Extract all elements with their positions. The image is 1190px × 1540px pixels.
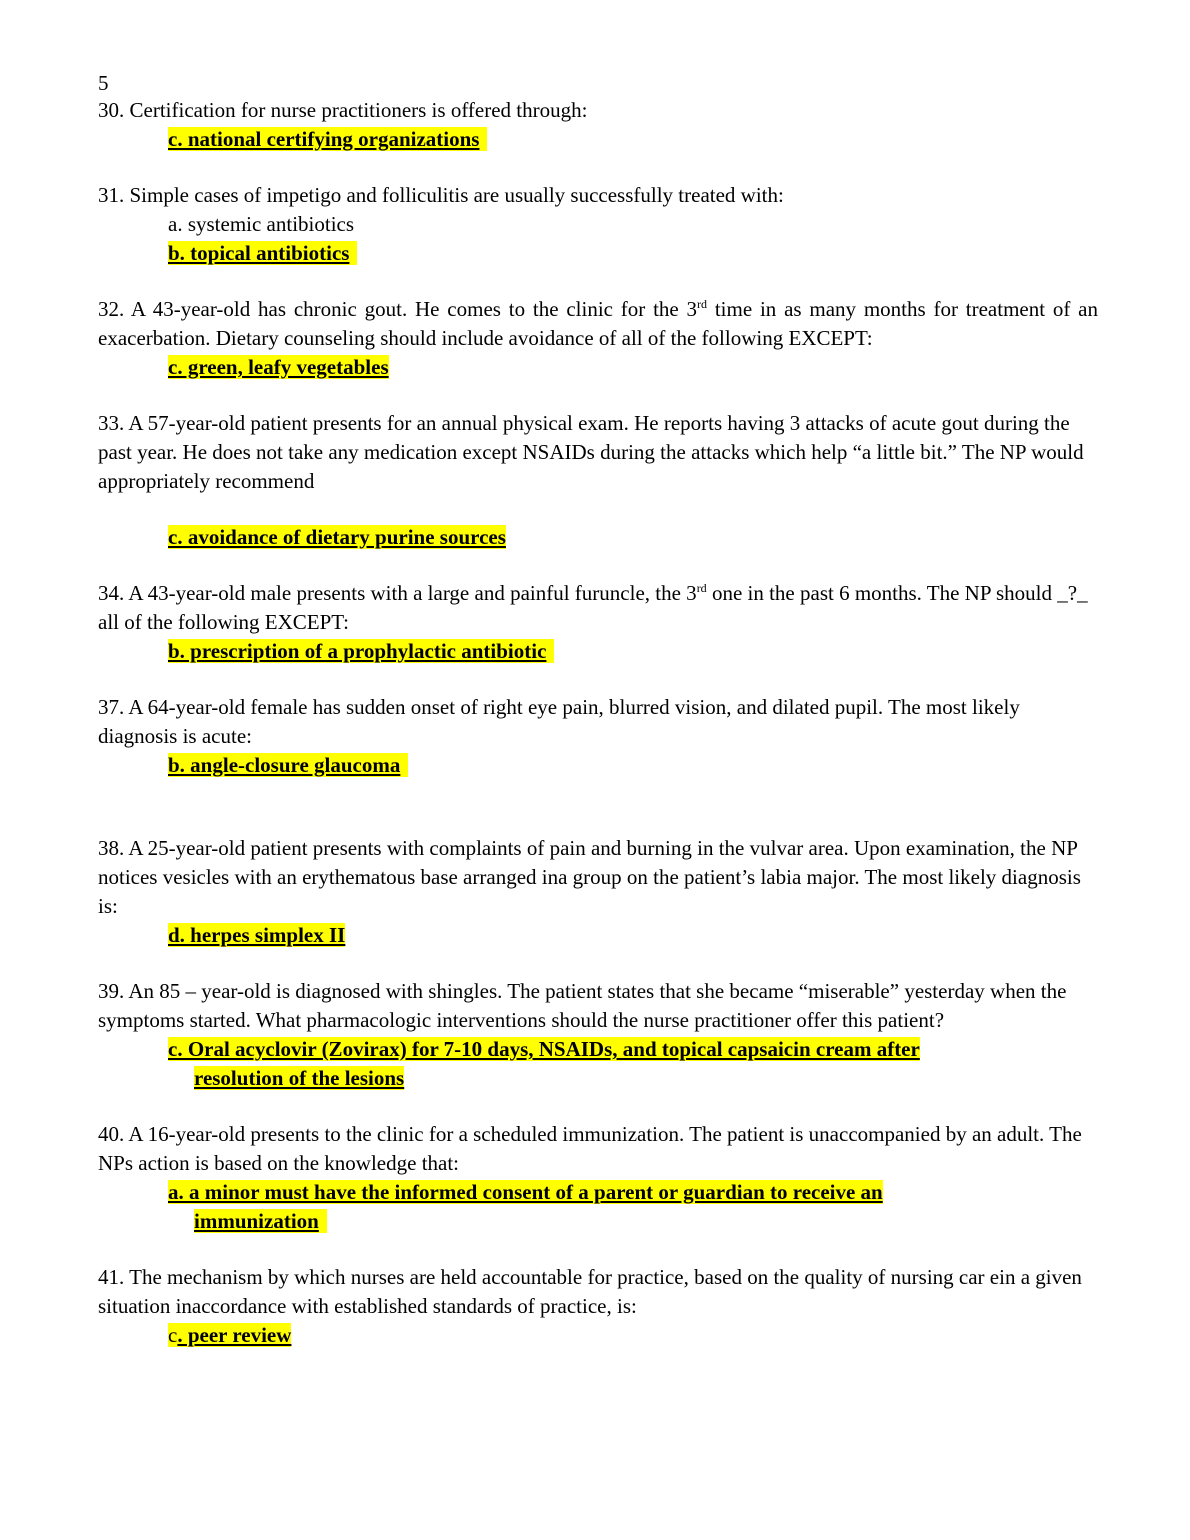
question-39-stem: 39. An 85 – year-old is diagnosed with shingles. The patient states that she became “miserable” yesterday when the symptoms started. What pharmacologic interventions should the nurse practitioner offer this patient?: [98, 979, 1067, 1032]
question-31-option-a: a. systemic antibiotics: [168, 212, 355, 236]
document-page: [98, 70, 1098, 1350]
question-37-answer: b. angle-closure glaucoma: [168, 751, 1098, 780]
question-40-stem: 40. A 16-year-old presents to the clinic for a scheduled immunization. The patient is unaccompanied by an adult. The NPs action is based on the knowledge that:: [98, 1122, 1082, 1175]
question-37-stem: 37. A 64-year-old female has sudden onset of right eye pain, blurred vision, and dilated pupil. The most likely diagnosis is acute:: [98, 695, 1020, 748]
question-32-answer: c. green, leafy vegetables: [168, 355, 389, 379]
question-38-stem: 38. A 25-year-old patient presents with complaints of pain and burning in the vulvar area. Upon examination, the NP notices vesicles with an erythematous base arranged ina group on the patient’s labia major. The most likely diagnosis is:: [98, 836, 1081, 918]
question-34-stem: 34. A 43-year-old male presents with a large and painful furuncle, the 3rd one in the past 6 months. The NP should _?_ all of the following EXCEPT:: [98, 581, 1088, 634]
question-31-stem: 31. Simple cases of impetigo and folliculitis are usually successfully treated with:: [98, 183, 784, 207]
question-41-answer: c. peer review: [168, 1323, 292, 1347]
question-30-answer: c. national certifying organizations: [168, 125, 1098, 154]
question-31-answer: b. topical antibiotics: [168, 239, 1098, 268]
question-39-answer: c. Oral acyclovir (Zovirax) for 7-10 days, NSAIDs, and topical capsaicin cream after resolution of the lesions: [168, 1037, 920, 1090]
page-number: 5: [98, 71, 109, 95]
question-33-answer: c. avoidance of dietary purine sources: [168, 525, 506, 549]
question-34-answer: b. prescription of a prophylactic antibiotic: [168, 637, 1098, 666]
question-32-stem: 32. A 43-year-old has chronic gout. He comes to the clinic for the 3rd time in as many months for treatment of an exacerbation. Dietary counseling should include avoidance of all of the following EXCEPT:: [98, 297, 1098, 350]
question-30-stem: 30. Certification for nurse practitioners is offered through:: [98, 98, 588, 122]
question-33-stem: 33. A 57-year-old patient presents for an annual physical exam. He reports having 3 attacks of acute gout during the past year. He does not take any medication except NSAIDs during the attacks which help “a little bit.” The NP would appropriately recommend: [98, 411, 1084, 493]
question-38-answer: d. herpes simplex II: [168, 923, 346, 947]
question-41-stem: 41. The mechanism by which nurses are held accountable for practice, based on the quality of nursing car ein a given situation inaccordance with established standards of practice, is:: [98, 1265, 1082, 1318]
question-40-answer: a. a minor must have the informed consent of a parent or guardian to receive an immunization: [168, 1180, 883, 1233]
